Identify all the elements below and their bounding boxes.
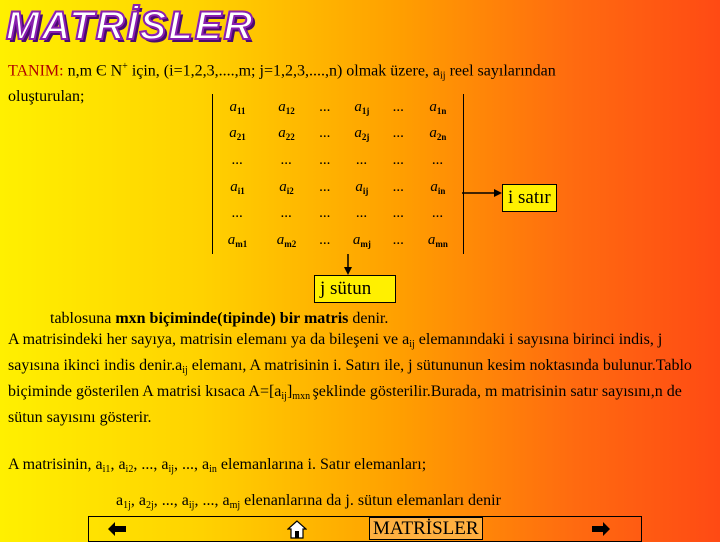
p3-d: , ..., a	[194, 492, 230, 509]
paragraph	[8, 308, 714, 428]
matrix-cell-symbol: ...	[392, 152, 405, 169]
definition-text-mid: için, (i=1,2,3,....,m; j=1,2,3,....,n) olmak üzere, a	[127, 62, 441, 80]
matrix-cell-symbol: a	[229, 125, 237, 142]
nav-back-button[interactable]	[105, 518, 129, 540]
matrix-cell-symbol: a	[430, 178, 438, 195]
matrix-cell-index: m1	[235, 239, 248, 250]
arrow-left-icon	[108, 522, 126, 536]
definition-sub: ij	[440, 70, 446, 82]
matrix-cell-symbol: a	[355, 178, 363, 195]
matrix-cell-index: m2	[284, 239, 297, 250]
matrix-cell-symbol: a	[429, 98, 437, 115]
matrix-cell-symbol: ...	[231, 205, 244, 222]
matrix-cell-symbol: a	[227, 232, 236, 249]
matrix-cell-index: 11	[236, 105, 246, 116]
p3-s1: 1j	[123, 500, 131, 511]
home-icon	[287, 519, 307, 539]
p3-e: elenanlarına da j. sütun elemanları denir	[240, 492, 501, 509]
row-elements-text	[8, 456, 426, 475]
matrix-cell-symbol: ...	[432, 152, 444, 169]
p2-a: A matrisinin, a	[8, 456, 103, 473]
matrix-cell-symbol: a	[429, 125, 437, 142]
p2-s1: i1	[102, 464, 111, 475]
matrix-cell-symbol: ...	[280, 205, 293, 222]
definition-label: TANIM:	[8, 62, 64, 80]
definition-text-after: reel sayılarından	[445, 62, 556, 80]
p2-e: elemanlarına i. Satır elemanları;	[216, 456, 427, 473]
matrix-cell-symbol: ...	[280, 152, 293, 169]
matrix-cell-symbol: a	[278, 125, 286, 142]
p3-s2: 2j	[146, 500, 154, 511]
matrix-cell-symbol: ...	[319, 98, 331, 115]
matrix-cell-symbol: a	[279, 178, 287, 195]
matrix-cell-index: 2n	[436, 132, 447, 143]
p2-d: , ..., a	[174, 456, 210, 473]
paragraph-text-3: A matrisindeki her sayıya, matrisin elemanı ya da bileşeni ve a	[8, 331, 410, 348]
matrix-cell-symbol: ...	[319, 232, 331, 249]
matrix-cell-symbol: a	[354, 98, 362, 115]
p2-b: , a	[110, 456, 126, 473]
matrix-cell-symbol: ...	[392, 98, 405, 115]
page-title: MATRİSLER	[6, 4, 255, 48]
paragraph-text-6: ]	[286, 383, 293, 400]
matrix-cell-symbol: ...	[356, 152, 368, 169]
nav-home-button[interactable]	[285, 518, 309, 540]
matrix-cell-symbol: a	[354, 125, 362, 142]
p2-c: , ..., a	[133, 456, 169, 473]
matrix-cell-index: mj	[360, 239, 371, 250]
matrix-cell-index: 21	[236, 132, 246, 143]
matrix-cell-symbol: a	[229, 98, 237, 115]
matrix-cell-symbol: ...	[392, 178, 405, 195]
definition-text: n,m Є N	[63, 62, 123, 80]
matrix-cell-index: 2j	[361, 132, 370, 143]
matrix-cell-index: 12	[285, 105, 295, 116]
matrix-cell-index: 1n	[436, 105, 447, 116]
matrix-cell-index: 22	[285, 132, 295, 143]
paragraph-text-4: elemanındaki i sayısına birinci indis, j sayısına ikinci indis denir.a	[8, 331, 663, 374]
definition-line2: oluşturulan;	[8, 88, 85, 106]
p2-s4: in	[209, 464, 217, 475]
matrix-cell-index: 1j	[361, 105, 370, 116]
column-elements-text	[116, 492, 501, 511]
column-label: j sütun	[314, 275, 396, 303]
matrix-cell-symbol: ...	[392, 205, 405, 222]
p2-s2: i2	[125, 464, 134, 475]
navigation-bar	[88, 516, 642, 542]
matrix-cell-symbol: ...	[392, 125, 405, 142]
p3-c: , ..., a	[153, 492, 189, 509]
matrix-cell-symbol: ...	[319, 178, 331, 195]
p3-s4: mj	[229, 500, 241, 511]
column-arrow-head	[344, 267, 352, 275]
matrix-cell-symbol: ...	[319, 152, 331, 169]
matrix-cell-symbol: ...	[432, 205, 444, 222]
p3-a: a	[116, 492, 124, 509]
matrix-cell-symbol: ...	[319, 125, 331, 142]
matrix-cell-symbol: a	[427, 232, 436, 249]
matrix-cell-index: ij	[362, 185, 369, 196]
paragraph-text-7: şeklinde gösterilir.Burada, m matrisinin satır sayısını,n de sütun sayısını gösterir.	[8, 383, 682, 426]
nav-title-button[interactable]: MATRİSLER	[369, 517, 483, 540]
paragraph-sub: ij	[409, 339, 415, 350]
row-arrow-head	[494, 189, 502, 197]
paragraph-text-5: elemanı, A matrisinin i. Satırı ile, j sütununun kesim noktasında bulunur.Tablo biçiminde gösterilen A matrisi kısaca A=[a	[8, 357, 692, 400]
paragraph-sub-4: mxn	[292, 391, 313, 402]
paragraph-text: tablosuna	[50, 310, 116, 327]
matrix-cell-symbol: a	[352, 232, 361, 249]
definition-sup: +	[122, 61, 128, 72]
matrix-cell-symbol: ...	[231, 152, 244, 169]
matrix-cell-index: in	[437, 185, 446, 196]
matrix-cell-index: i1	[237, 185, 245, 196]
matrix-cell-symbol: ...	[319, 205, 331, 222]
matrix-cell-index: mn	[435, 239, 448, 250]
paragraph-sub-2: ij	[182, 365, 188, 376]
paragraph-bold: mxn biçiminde(tipinde) bir matris	[115, 310, 349, 327]
matrix-cell-symbol: a	[276, 232, 285, 249]
matrix-cell-symbol: a	[230, 178, 238, 195]
paragraph-text-2: denir.	[348, 310, 389, 327]
arrow-right-icon	[592, 522, 610, 536]
row-label: i satır	[502, 184, 557, 212]
matrix-cell-symbol: ...	[392, 232, 405, 249]
matrix-cell-symbol: ...	[356, 205, 368, 222]
nav-forward-button[interactable]	[589, 518, 613, 540]
matrix-cell-index: i2	[286, 185, 294, 196]
p3-b: , a	[130, 492, 146, 509]
p3-s3: ij	[188, 500, 195, 511]
paragraph-sub-3: ij	[281, 391, 287, 402]
matrix-cell-symbol: a	[278, 98, 286, 115]
p2-s3: ij	[168, 464, 174, 475]
